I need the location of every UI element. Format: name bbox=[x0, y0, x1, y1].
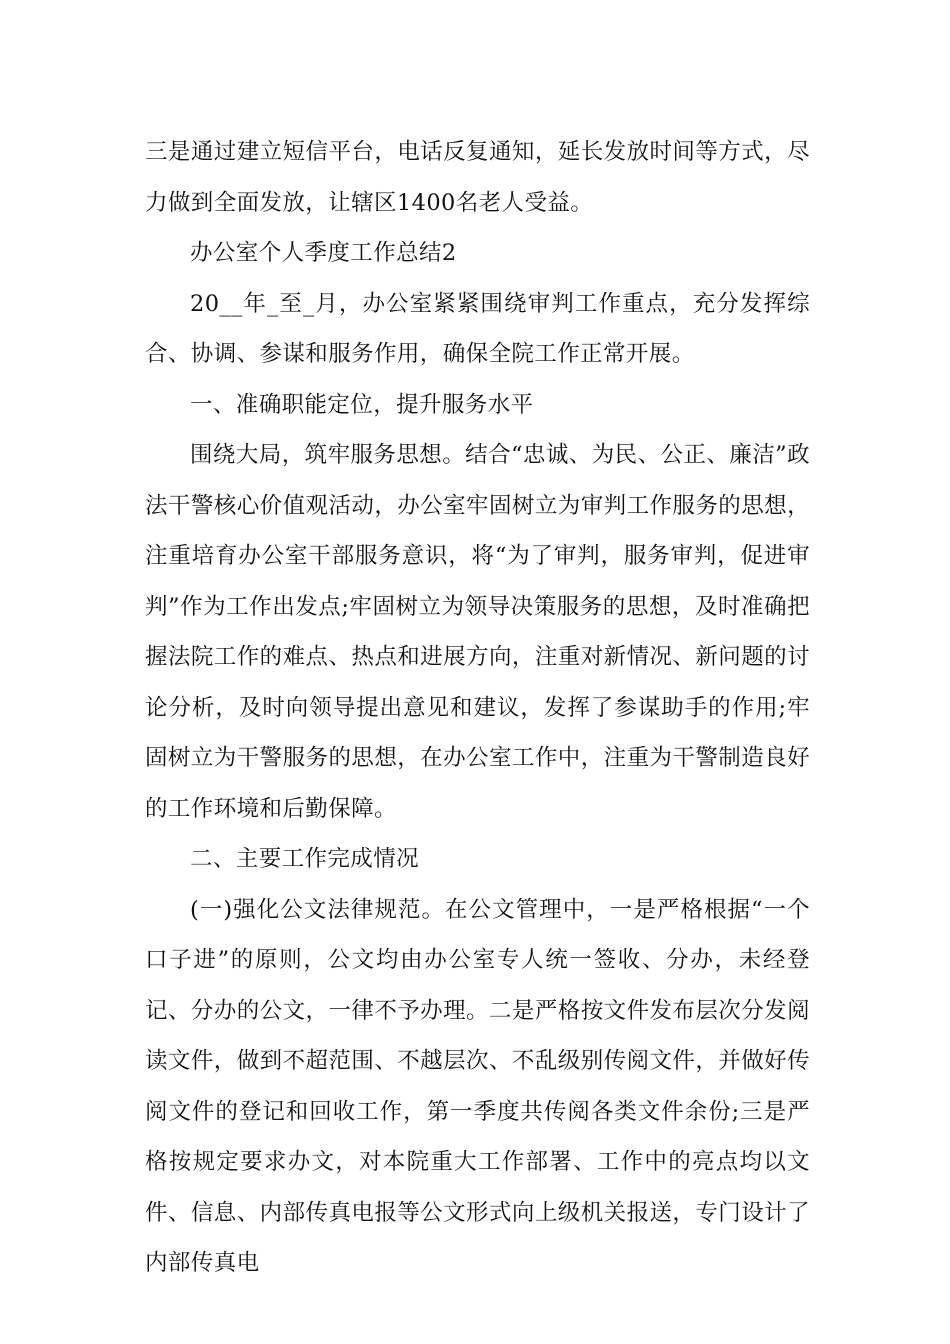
paragraph-continuation: 三是通过建立短信平台，电话反复通知，延长发放时间等方式，尽力做到全面发放，让辖区1400名老人受益。 bbox=[145, 139, 810, 216]
section-title: 办公室个人季度工作总结2 bbox=[190, 240, 457, 266]
heading-part-one: 一、准确职能定位，提升服务水平 bbox=[190, 391, 534, 418]
paragraph-service: 围绕大局，筑牢服务思想。结合“忠诚、为民、公正、廉洁”政法干警核心价值观活动，办公室牢固树立为审判工作服务的思想，注重培育办公室干部服务意识，将“为了审判，服务审判，促进审判”作为工作出发点;牢固树立为领导决策服务的思想，及时准确把握法院工作的难点、热点和进展方向，注重对新情况、新问题的讨论分析，及时向领导提出意见和建议，发挥了参谋助手的作用;牢固树立为干警服务的思想，在办公室工作中，注重为干警制造良好的工作环境和后勤保障。 bbox=[145, 442, 810, 822]
paragraph-intro: 20__年_至_月，办公室紧紧围绕审判工作重点，充分发挥综合、协调、参谋和服务作用，确保全院工作正常开展。 bbox=[145, 290, 810, 367]
document-body bbox=[145, 127, 810, 1289]
paragraph-documents: (一)强化公文法律规范。在公文管理中，一是严格根据“一个口子进”的原则，公文均由办公室专人统一签收、分办，未经登记、分办的公文，一律不予办理。二是严格按文件发布层次分发阅读文件，做到不超范围、不越层次、不乱级别传阅文件，并做好传阅文件的登记和回收工作，第一季度共传阅各类文件余份;三是严格按规定要求办文，对本院重大工作部署、工作中的亮点均以文件、信息、内部传真电报等公文形式向上级机关报送，专门设计了内部传真电 bbox=[145, 896, 810, 1276]
heading-part-two: 二、主要工作完成情况 bbox=[190, 846, 420, 872]
